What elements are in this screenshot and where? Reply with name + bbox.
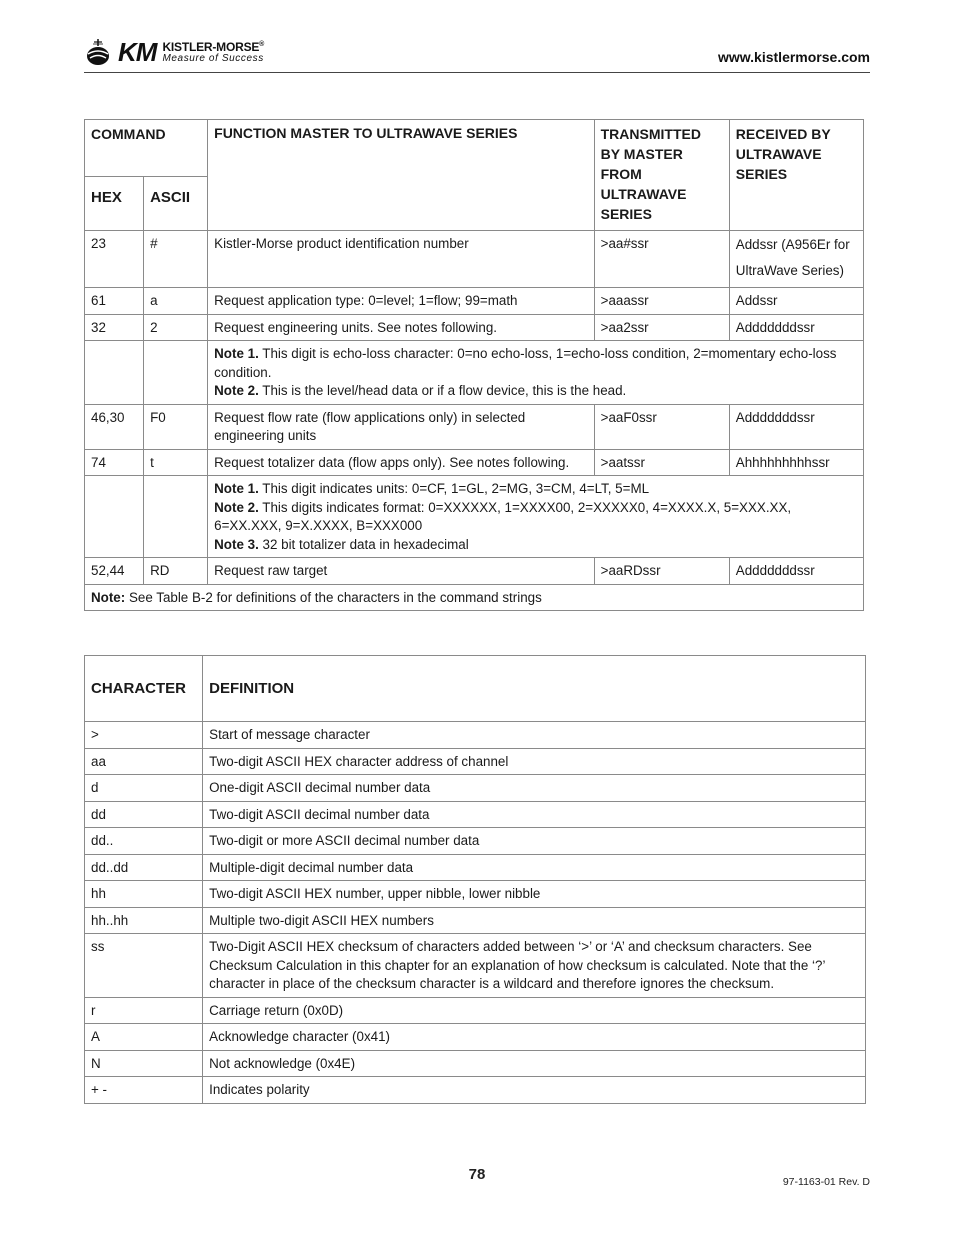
table-row xyxy=(85,854,866,881)
notes-row xyxy=(85,341,864,405)
character-cell: d xyxy=(85,775,203,802)
table-footnote-row xyxy=(85,584,864,611)
transmitted-cell: >aaF0ssr xyxy=(594,404,729,449)
received-cell: Ahhhhhhhhhssr xyxy=(729,449,863,476)
hex-cell: 46,30 xyxy=(85,404,144,449)
received-cell: Adddddddssr xyxy=(729,558,863,585)
transmitted-header: TRANSMITTED BY MASTER FROM ULTRAWAVE SERIES xyxy=(594,120,729,231)
website-url[interactable]: www.kistlermorse.com xyxy=(718,49,870,65)
definition-cell: Two-digit or more ASCII decimal number data xyxy=(203,828,866,855)
character-cell: dd.. xyxy=(85,828,203,855)
character-cell: aa xyxy=(85,748,203,775)
table-row xyxy=(85,748,866,775)
received-cell: Adddddddssr xyxy=(729,404,863,449)
definition-cell: Multiple two-digit ASCII HEX numbers xyxy=(203,907,866,934)
transmitted-cell: >aaassr xyxy=(594,288,729,315)
definition-cell: Two-digit ASCII decimal number data xyxy=(203,801,866,828)
definition-cell: Two-digit ASCII HEX number, upper nibble, lower nibble xyxy=(203,881,866,908)
kistler-morse-logo xyxy=(84,36,264,68)
table-row xyxy=(85,558,864,585)
definition-cell: Acknowledge character (0x41) xyxy=(203,1024,866,1051)
table-row xyxy=(85,1050,866,1077)
table-row xyxy=(85,775,866,802)
definition-cell: Two-digit ASCII HEX character address of channel xyxy=(203,748,866,775)
logo-tagline: Measure of Success xyxy=(162,53,264,64)
table-row xyxy=(85,934,866,998)
character-table-header-row xyxy=(85,656,866,722)
table-row xyxy=(85,231,864,288)
command-header: COMMAND xyxy=(85,120,208,177)
function-cell: Request flow rate (flow applications only) in selected engineering units xyxy=(208,404,594,449)
table-row xyxy=(85,722,866,749)
table-row xyxy=(85,288,864,315)
table-row xyxy=(85,997,866,1024)
character-cell: A xyxy=(85,1024,203,1051)
document-number: 97-1163-01 Rev. D xyxy=(782,1176,870,1188)
character-cell: dd..dd xyxy=(85,854,203,881)
ascii-cell: F0 xyxy=(144,404,208,449)
logo-km: KM xyxy=(118,37,157,67)
character-cell: > xyxy=(85,722,203,749)
definition-header: DEFINITION xyxy=(203,656,866,722)
table-row xyxy=(85,907,866,934)
received-cell: Addssr xyxy=(729,288,863,315)
page-header xyxy=(84,36,870,73)
ascii-cell: # xyxy=(144,231,208,288)
hex-cell: 61 xyxy=(85,288,144,315)
table-row xyxy=(85,404,864,449)
ascii-cell: RD xyxy=(144,558,208,585)
character-header: CHARACTER xyxy=(85,656,203,722)
transmitted-cell: >aatssr xyxy=(594,449,729,476)
character-cell: + - xyxy=(85,1077,203,1104)
totalizer-notes-cell: Note 1. This digit indicates units: 0=CF, 1=GL, 2=MG, 3=CM, 4=LT, 5=ML Note 2. This digits indicates format: 0=XXXXXX, 1=XXXX00, 2=XXXXX0, 4=XXXX.X, 5=XXX.XX, 6=XX.XXX, 9=X.XXXX, B=XXX000 Note 3. 32 bit totalizer data in hexadecimal xyxy=(208,476,864,558)
character-cell: r xyxy=(85,997,203,1024)
page-number: 78 xyxy=(468,1166,486,1183)
character-cell: hh..hh xyxy=(85,907,203,934)
function-cell: Request totalizer data (flow apps only). See notes following. xyxy=(208,449,594,476)
table-row xyxy=(85,1077,866,1104)
ascii-cell: a xyxy=(144,288,208,315)
character-cell: N xyxy=(85,1050,203,1077)
table-row xyxy=(85,828,866,855)
function-cell: Request raw target xyxy=(208,558,594,585)
command-table-header-row xyxy=(85,120,864,177)
received-cell: Addssr (A956Er for UltraWave Series) xyxy=(729,231,863,288)
definition-cell: One-digit ASCII decimal number data xyxy=(203,775,866,802)
character-cell: ss xyxy=(85,934,203,998)
received-cell: Adddddddssr xyxy=(729,314,863,341)
definition-cell: Multiple-digit decimal number data xyxy=(203,854,866,881)
table-row xyxy=(85,801,866,828)
definition-cell: Carriage return (0x0D) xyxy=(203,997,866,1024)
hex-cell: 23 xyxy=(85,231,144,288)
hex-header: HEX xyxy=(85,177,144,231)
definition-cell: Indicates polarity xyxy=(203,1077,866,1104)
transmitted-cell: >aa2ssr xyxy=(594,314,729,341)
character-definition-table xyxy=(84,655,866,1104)
hex-cell: 32 xyxy=(85,314,144,341)
table-row xyxy=(85,314,864,341)
notes-row xyxy=(85,476,864,558)
function-header: FUNCTION MASTER TO ULTRAWAVE SERIES xyxy=(208,120,594,231)
table-footnote: Note: See Table B-2 for definitions of the characters in the command strings xyxy=(85,584,864,611)
logo-emblem-icon xyxy=(84,37,114,67)
character-cell: dd xyxy=(85,801,203,828)
transmitted-cell: >aaRDssr xyxy=(594,558,729,585)
table-row xyxy=(85,449,864,476)
ascii-cell: t xyxy=(144,449,208,476)
hex-cell: 74 xyxy=(85,449,144,476)
table-row xyxy=(85,1024,866,1051)
definition-cell: Start of message character xyxy=(203,722,866,749)
function-cell: Kistler-Morse product identification number xyxy=(208,231,594,288)
function-cell: Request engineering units. See notes following. xyxy=(208,314,594,341)
ascii-cell: 2 xyxy=(144,314,208,341)
definition-cell: Two-Digit ASCII HEX checksum of characters added between ‘>’ or ‘A’ and checksum characters. See Checksum Calculation in this chapter for an explanation of how checksum is calculated. Note that the ‘?’ character in place of the checksum character is a wildcard and therefore ignores the checksum. xyxy=(203,934,866,998)
definition-cell: Not acknowledge (0x4E) xyxy=(203,1050,866,1077)
ascii-header: ASCII xyxy=(144,177,208,231)
units-notes-cell: Note 1. This digit is echo-loss character: 0=no echo-loss, 1=echo-loss condition, 2=momentary echo-loss condition. Note 2. This is the level/head data or if a flow device, this is the head. xyxy=(208,341,864,405)
table-row xyxy=(85,881,866,908)
logo-company-name: KISTLER-MORSE® xyxy=(162,40,265,54)
hex-cell: 52,44 xyxy=(85,558,144,585)
received-header: RECEIVED BY ULTRAWAVE SERIES xyxy=(729,120,863,231)
command-table xyxy=(84,119,864,611)
function-cell: Request application type: 0=level; 1=flow; 99=math xyxy=(208,288,594,315)
character-cell: hh xyxy=(85,881,203,908)
transmitted-cell: >aa#ssr xyxy=(594,231,729,288)
